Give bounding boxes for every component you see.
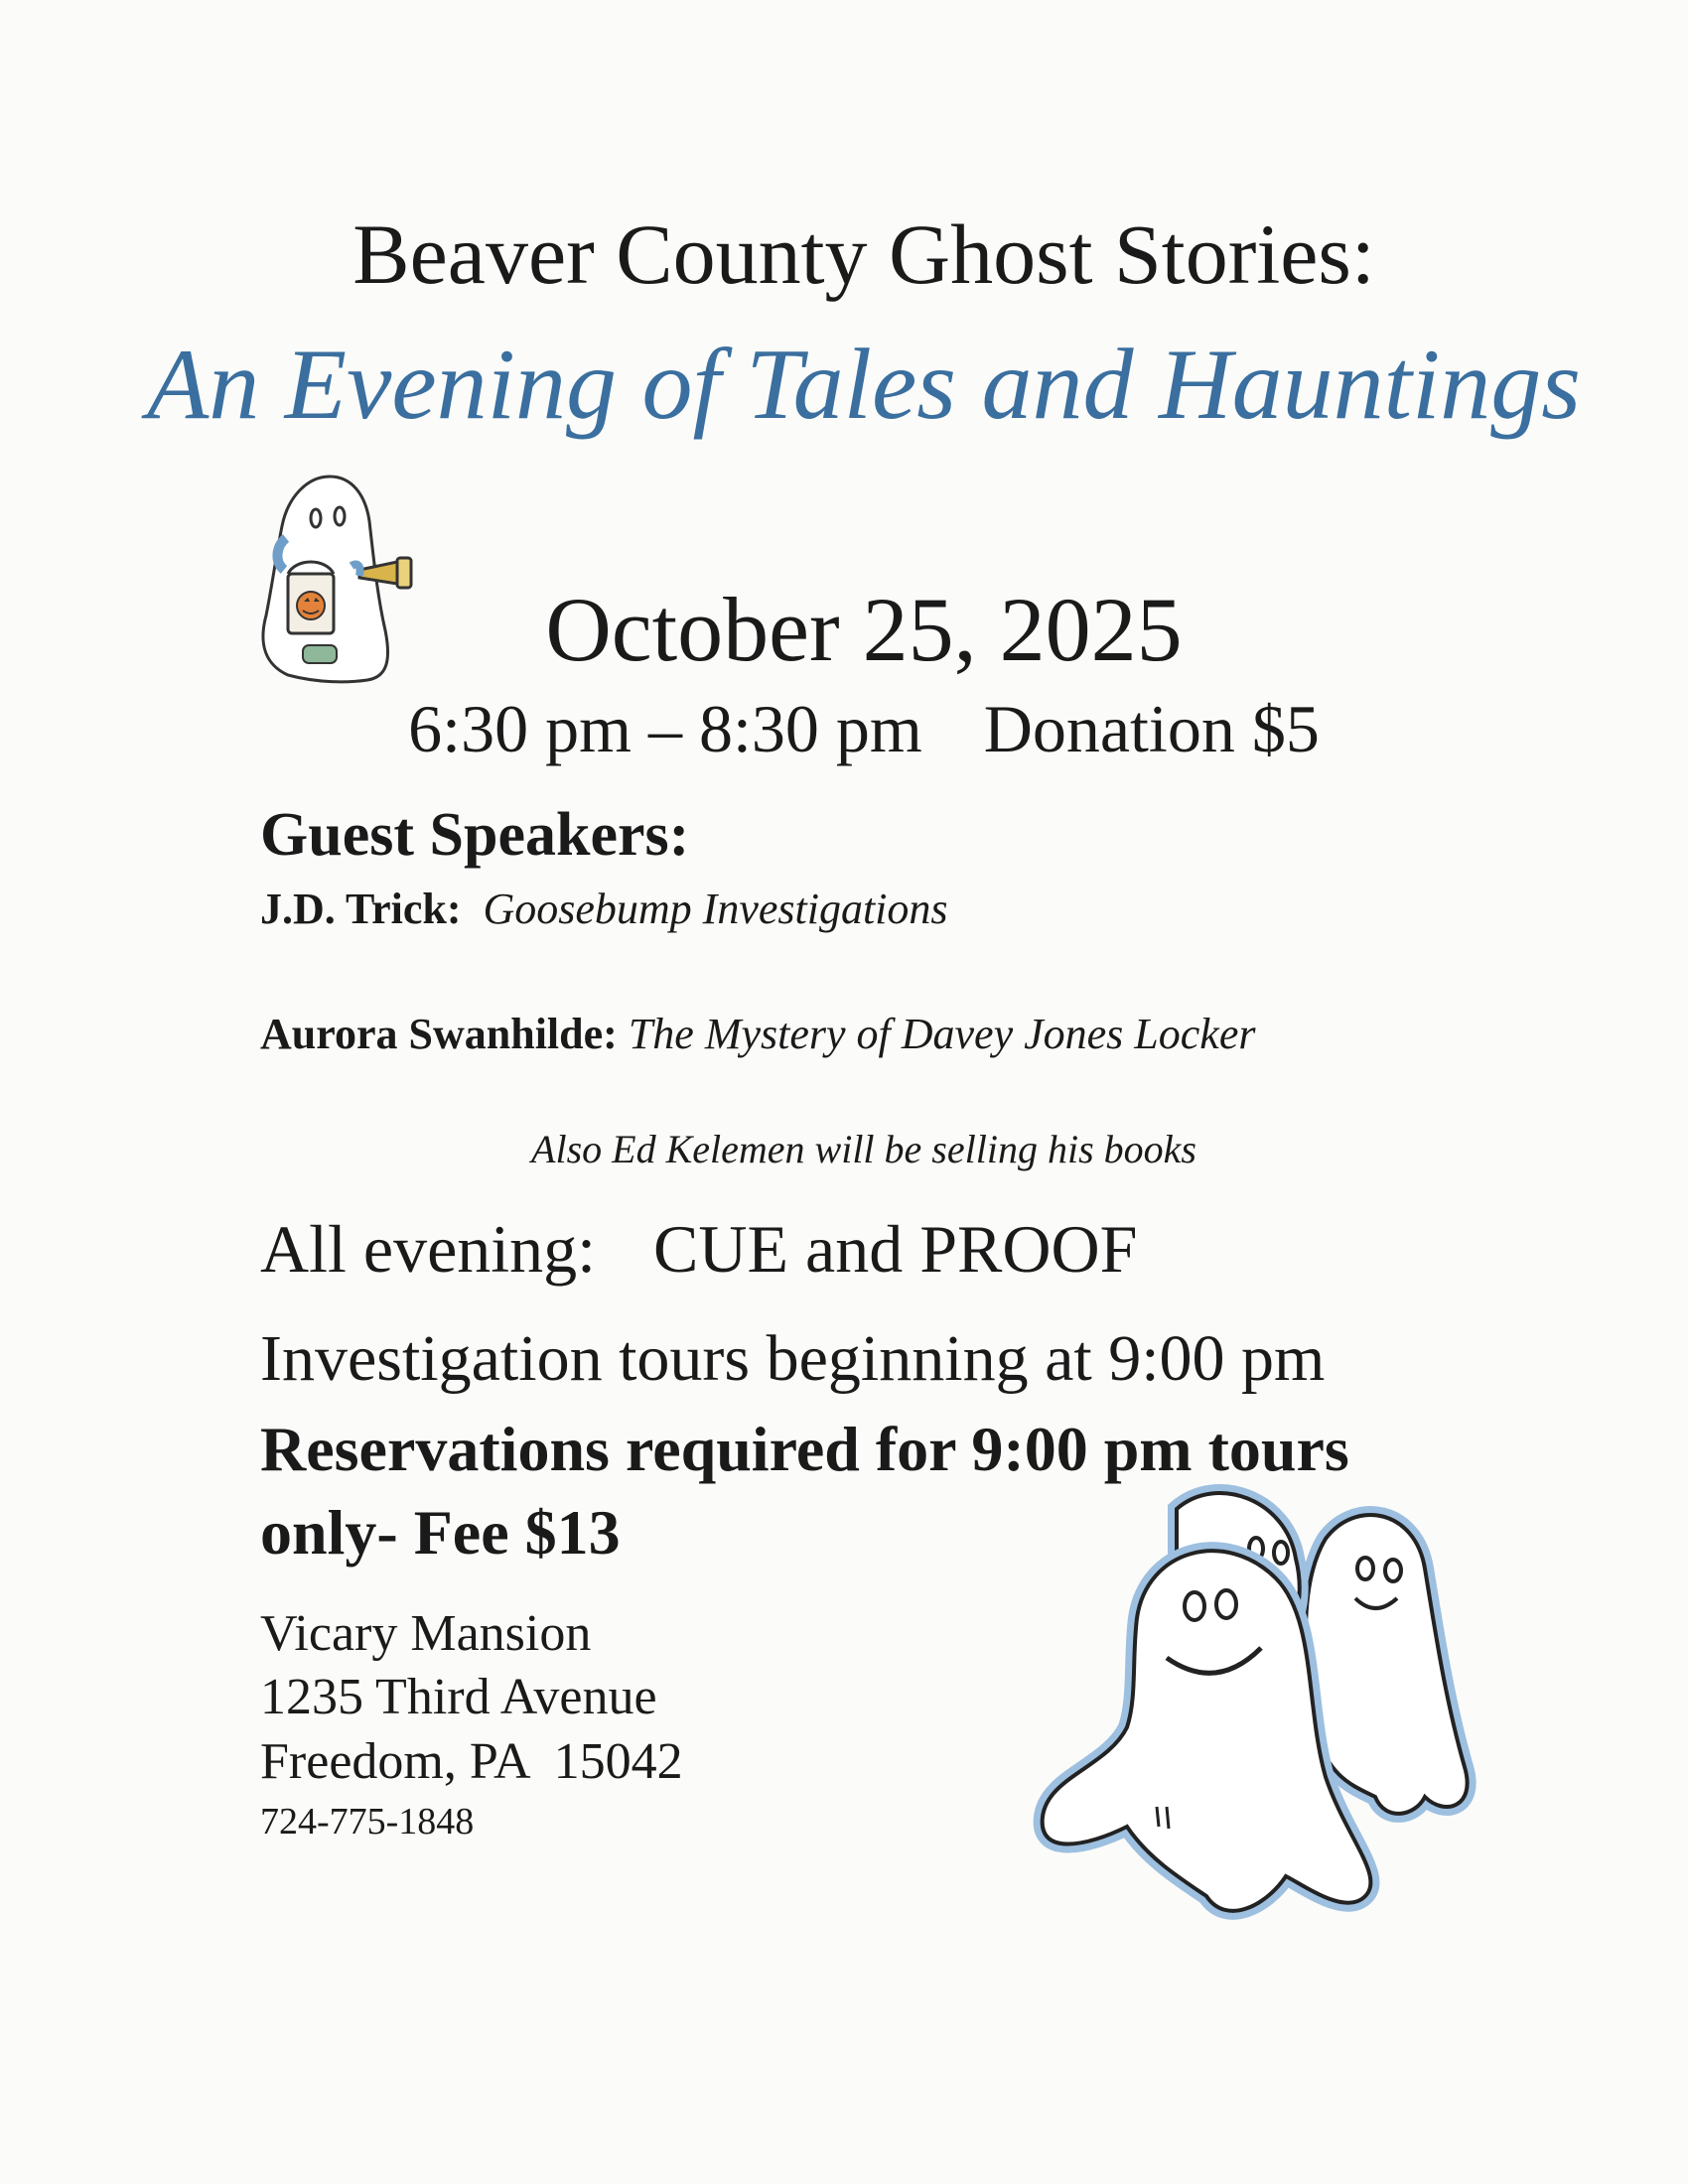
venue-name: Vicary Mansion — [260, 1605, 592, 1662]
guest-speakers-heading: Guest Speakers: — [260, 801, 690, 869]
all-evening-line — [260, 1209, 1137, 1289]
event-date: October 25, 2025 — [545, 579, 1183, 680]
flyer-subtitle: An Evening of Tales and Hauntings — [146, 329, 1582, 441]
donation-amount: Donation $5 — [983, 691, 1320, 766]
street-address: 1235 Third Avenue — [260, 1669, 657, 1725]
city-state-zip: Freedom, PA 15042 — [260, 1733, 683, 1790]
speaker-entry — [260, 884, 948, 935]
event-time: 6:30 pm – 8:30 pm — [408, 691, 922, 766]
speaker-talk: The Mystery of Davey Jones Locker — [628, 1010, 1256, 1058]
speaker-name: J.D. Trick: — [260, 885, 462, 933]
speaker-talk: Goosebump Investigations — [483, 885, 948, 933]
time-and-donation — [0, 689, 1688, 768]
speaker-entry — [260, 1009, 1255, 1060]
reservations-note: Reservations required for 9:00 pm tours only- Fee $13 — [260, 1414, 1349, 1568]
speaker-name: Aurora Swanhilde: — [260, 1010, 618, 1058]
phone-number: 724-775-1848 — [260, 1801, 475, 1843]
flyer-title: Beaver County Ghost Stories: — [352, 206, 1375, 302]
all-evening-label: All evening: — [260, 1211, 597, 1287]
also-note: Also Ed Kelemen will be selling his books — [531, 1127, 1196, 1171]
two-ghosts-icon — [1028, 1479, 1494, 1956]
all-evening-value: CUE and PROOF — [653, 1211, 1138, 1287]
tours-line: Investigation tours beginning at 9:00 pm — [260, 1322, 1326, 1395]
